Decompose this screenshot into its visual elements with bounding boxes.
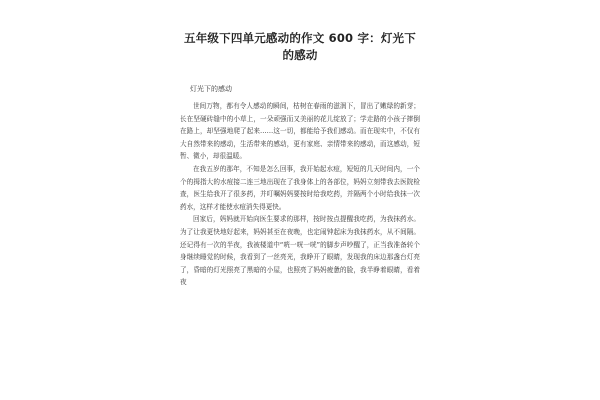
document-title-line-2: 的感动 — [282, 48, 318, 62]
document-title — [180, 30, 420, 64]
document-title-line-1: 五年级下四单元感动的作文 600 字：灯光下 — [184, 31, 416, 45]
paragraph-2: 在我五岁的那年，不知是怎么回事，我开始起水痘，短短的几天时间内，一个个的拇指大的水痘接二连三地出现在了我身体上的各部位，妈妈立刻带我去医院检查，医生给我开了很多药，并叮嘱妈妈要按时给我吃药，并隔两个小时给我抹一次药水，这样才能使水痘消失得更快。 — [180, 164, 420, 211]
document-body — [180, 100, 420, 289]
document-page — [180, 30, 420, 400]
paragraph-1: 世间万物，都有令人感动的瞬间，枯树在春雨的滋润下，冒出了嫩绿的新芽；长在坚硬砖缝中的小草上，一朵顽强而又美丽的花儿绽放了；学走路的小孩子摔倒在路上，却坚强地爬了起来……这一切，都能给予我们感动。而在现实中，不仅有大自然带来的感动，生活带来的感动，更有家庭、亲情带来的感动，而这感动，短暂、微小，却很温暖。 — [180, 102, 420, 161]
paragraph-3: 回家后，妈妈就开始向医生要求的那样，按时按点提醒我吃药，为我抹药水。为了让我更快地好起来，妈妈甚至在夜晚，也定闹钟起床为我抹药水，从不间隔。还记得有一次的半夜，我被楼道中“咣一咣一咣”的脚步声吵醒了，正当我准备转个身继续睡觉的时候，我看到了一丝亮光，我睁开了眼睛，发现我的床边那盏台灯亮了，昏暗的灯光照亮了黑暗的小屋，也照亮了妈妈疲惫的脸，我半睁着眼睛，看着夜 — [180, 215, 420, 287]
section-heading: 灯光下的感动 — [190, 85, 232, 93]
